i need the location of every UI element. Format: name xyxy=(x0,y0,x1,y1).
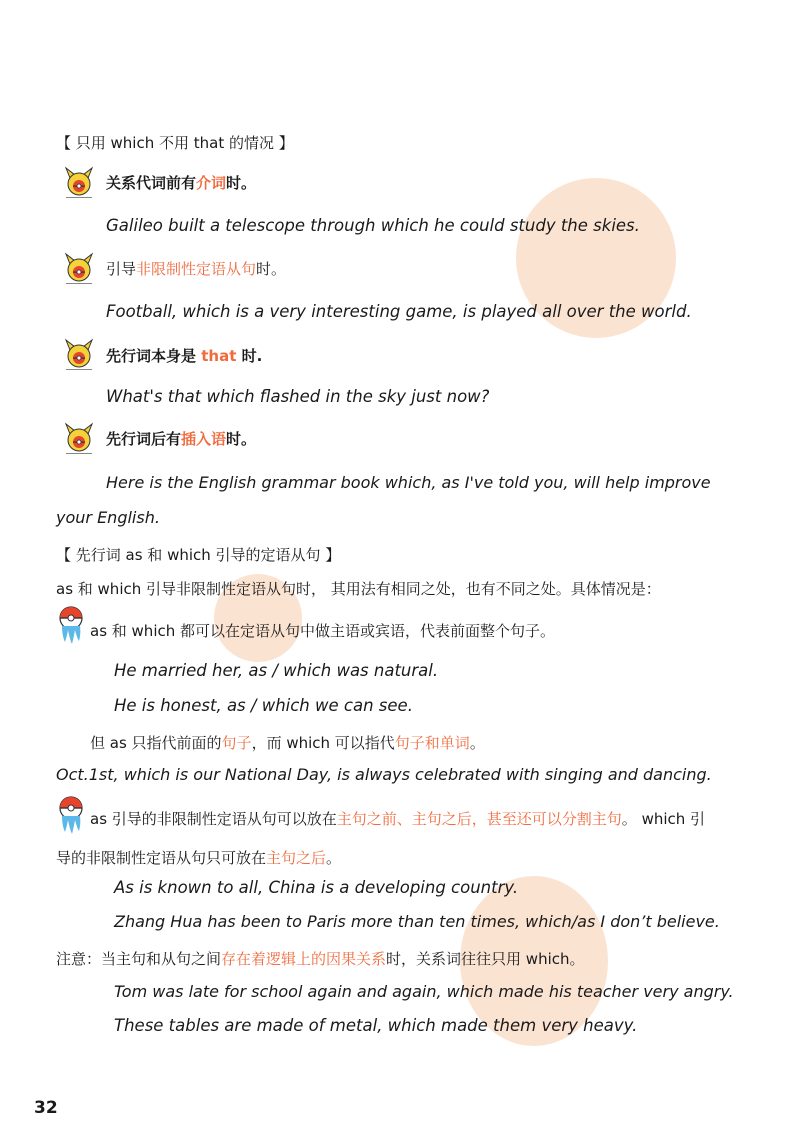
note-text: 注意：当主句和从句之间存在着逻辑上的因果关系时，关系词往往只用 which。 xyxy=(56,950,585,968)
item-2-rule: 引导非限制性定语从句时。 xyxy=(106,260,287,278)
note-example-1: Tom was late for school again and again, which made his teacher very angry. xyxy=(114,982,734,1001)
note-example-2: These tables are made of metal, which made them very heavy. xyxy=(114,1016,638,1035)
pikachu-pokeball-icon xyxy=(62,422,96,456)
point-2-example-2: Zhang Hua has been to Paris more than ten times, which/as I don’t believe. xyxy=(114,912,720,931)
pikachu-pokeball-icon xyxy=(62,252,96,286)
item-4-rule: 先行词后有插入语时。 xyxy=(106,430,257,448)
point-1-text: as 和 which 都可以在定语从句中做主语或宾语，代表前面整个句子。 xyxy=(90,622,556,640)
section-header-which-only: 【 只用 which 不用 that 的情况 】 xyxy=(56,134,294,152)
page-number: 32 xyxy=(34,1098,58,1118)
item-1-rule: 关系代词前有介词时。 xyxy=(106,174,257,192)
point-1-note: 但 as 只指代前面的句子，而 which 可以指代句子和单词。 xyxy=(90,734,485,752)
item-4-example-line1: Here is the English grammar book which, as I've told you, will help improve xyxy=(106,473,711,492)
intro-text: as 和 which 引导非限制性定语从句时， 其用法有相同之处，也有不同之处。具体情况是： xyxy=(56,580,661,598)
item-1-example: Galileo built a telescope through which he could study the skies. xyxy=(106,216,640,235)
pokeball-drip-icon xyxy=(58,606,84,646)
point-1-example-2: He is honest, as / which we can see. xyxy=(114,696,413,715)
item-4-example-line2: your English. xyxy=(56,508,160,527)
point-1-example-3: Oct.1st, which is our National Day, is always celebrated with singing and dancing. xyxy=(56,765,712,784)
item-3-example: What's that which flashed in the sky just now? xyxy=(106,387,490,406)
point-1-example-1: He married her, as / which was natural. xyxy=(114,661,439,680)
item-3-rule: 先行词本身是 that 时. xyxy=(106,347,263,365)
pikachu-pokeball-icon xyxy=(62,338,96,372)
section-header-as-which: 【 先行词 as 和 which 引导的定语从句 】 xyxy=(56,546,341,564)
point-2-text-line2: 导的非限制性定语从句只可放在主句之后。 xyxy=(56,849,342,867)
item-2-example: Football, which is a very interesting game, is played all over the world. xyxy=(106,302,692,321)
point-2-text: as 引导的非限制性定语从句可以放在主句之前、主句之后，甚至还可以分割主句。 which 引 xyxy=(90,810,706,828)
point-2-example-1: As is known to all, China is a developing country. xyxy=(114,878,519,897)
pikachu-pokeball-icon xyxy=(62,166,96,200)
pokeball-drip-icon xyxy=(58,796,84,836)
